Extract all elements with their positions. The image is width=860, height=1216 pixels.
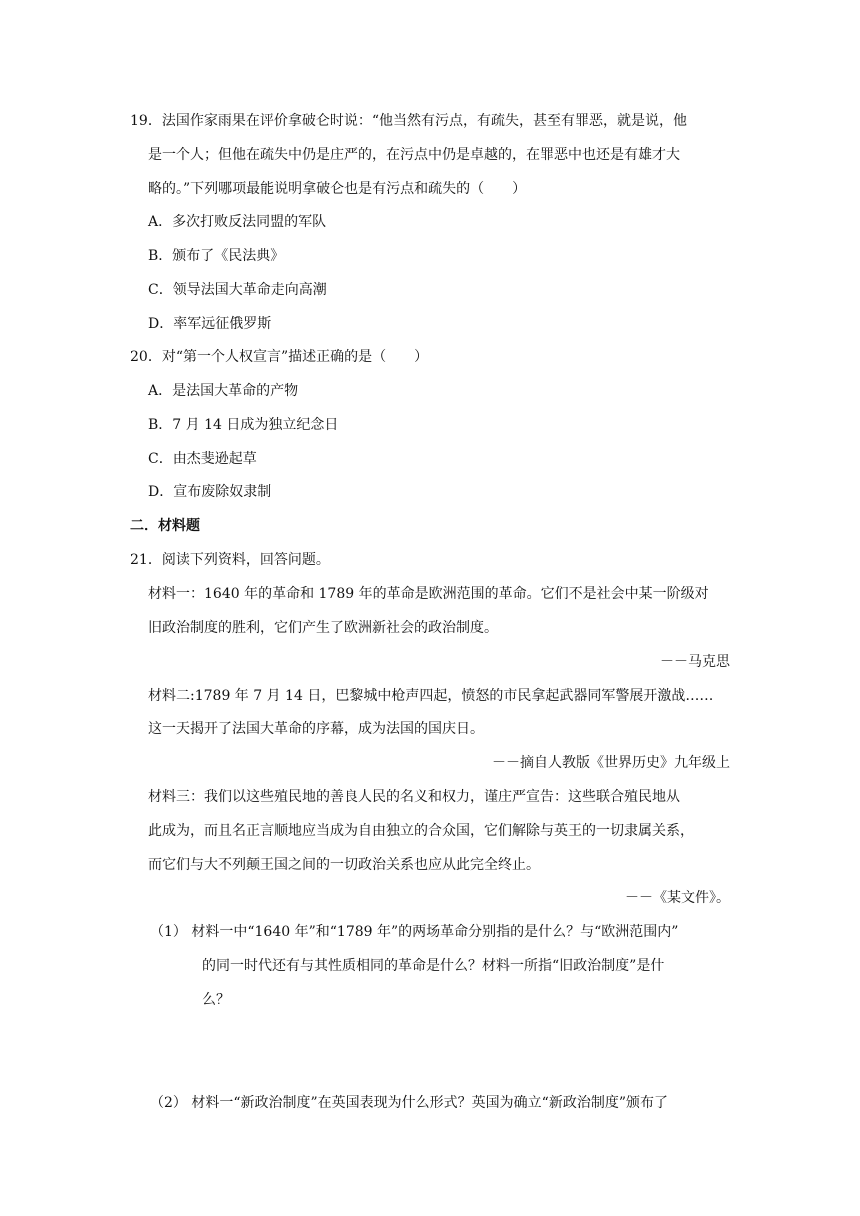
q19-option-d[interactable]: D．率军远征俄罗斯: [148, 316, 272, 332]
material-3-line-1: 材料三：我们以这些殖民地的善良人民的名义和权力，谨庄严宣告：这些联合殖民地从: [148, 789, 680, 805]
material-1-line-2: 旧政治制度的胜利，它们产生了欧洲新社会的政治制度。: [148, 620, 498, 636]
material-1-line-1: 材料一：1640 年的革命和 1789 年的革命是欧洲范围的革命。它们不是社会中某一阶级对: [148, 586, 709, 602]
q19-option-b[interactable]: B．颁布了《民法典》: [148, 248, 285, 264]
q19-stem-line-2: 是一个人；但他在疏失中仍是庄严的，在污点中仍是卓越的，在罪恶中也还是有雄才大: [148, 147, 680, 163]
material-3-line-2: 此成为，而且名正言顺地应当成为自由独立的合众国，它们解除与英王的一切隶属关系，: [148, 823, 694, 839]
q19-stem-line-1: 19．法国作家雨果在评价拿破仑时说：“他当然有污点，有疏失，甚至有罪恶，就是说，他: [130, 113, 687, 129]
q21-sub1-line-3: 么？: [202, 992, 230, 1008]
q20-option-b[interactable]: B．7 月 14 日成为独立纪念日: [148, 417, 339, 433]
q20-stem: 20．对“第一个人权宣言”描述正确的是（ ）: [130, 349, 429, 365]
q19-option-c[interactable]: C．领导法国大革命走向高潮: [148, 282, 327, 298]
material-2-line-1: 材料二:1789 年 7 月 14 日，巴黎城中枪声四起，愤怒的市民拿起武器同军警展开激战……: [148, 688, 714, 704]
q20-option-d[interactable]: D．宣布废除奴隶制: [148, 484, 272, 500]
section-title-material: 二．材料题: [130, 518, 200, 534]
q19-option-a[interactable]: A．多次打败反法同盟的军队: [148, 214, 327, 230]
q21-sub1-line-2: 的同一时代还有与其性质相同的革命是什么？材料一所指“旧政治制度”是什: [202, 958, 665, 974]
q21-sub2-line-1: （2） 材料一“新政治制度”在英国表现为什么形式？英国为确立“新政治制度”颁布了: [150, 1095, 668, 1111]
material-1-source: －－马克思: [660, 654, 730, 670]
q21-stem: 21．阅读下列资料，回答问题。: [130, 552, 330, 568]
q20-option-a[interactable]: A．是法国大革命的产物: [148, 383, 299, 399]
material-3-source: －－《某文件》。: [625, 890, 730, 906]
material-2-source: －－摘自人教版《世界历史》九年级上: [492, 755, 730, 771]
material-2-line-2: 这一天揭开了法国大革命的序幕，成为法国的国庆日。: [148, 721, 484, 737]
q19-stem-line-3: 略的。”下列哪项最能说明拿破仑也是有污点和疏失的（ ）: [148, 181, 527, 197]
material-3-line-3: 而它们与大不列颠王国之间的一切政治关系也应从此完全终止。: [148, 857, 540, 873]
q20-option-c[interactable]: C．由杰斐逊起草: [148, 451, 257, 467]
q21-sub1-line-1: （1） 材料一中“1640 年”和“1789 年”的两场革命分别指的是什么？与“欧洲范围内”: [150, 924, 679, 940]
